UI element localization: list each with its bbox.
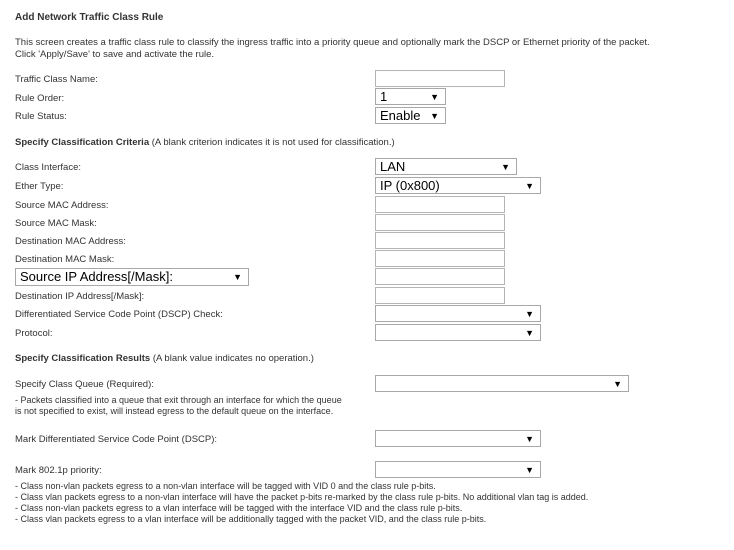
rule-order-label: Rule Order:: [15, 93, 65, 104]
source-mac-input[interactable]: [375, 196, 505, 213]
dropdown-arrow-icon: ▼: [613, 379, 622, 389]
intro-text-line2: Click 'Apply/Save' to save and activate the rule.: [15, 49, 215, 60]
destination-mac-input[interactable]: [375, 232, 505, 249]
mark-dscp-select[interactable]: [375, 430, 541, 447]
criteria-heading-row: [15, 137, 395, 148]
dropdown-arrow-icon: ▼: [525, 309, 534, 319]
source-mac-mask-input[interactable]: [375, 214, 505, 231]
destination-mac-mask-label: Destination MAC Mask:: [15, 254, 115, 265]
class-queue-note-line2: is not specified to exist, will instead egress to the default queue on the interface.: [15, 406, 334, 416]
dscp-check-select[interactable]: [375, 305, 541, 322]
destination-ip-input[interactable]: [375, 287, 505, 304]
destination-ip-label: Destination IP Address[/Mask]:: [15, 291, 145, 302]
class-queue-select[interactable]: [375, 375, 629, 392]
ether-type-value: IP (0x800): [380, 178, 440, 193]
mark-8021p-select[interactable]: [375, 461, 541, 478]
dropdown-arrow-icon: ▼: [430, 111, 439, 121]
class-interface-value: LAN: [380, 159, 406, 174]
p-bits-note-2: - Class vlan packets egress to a non-vlan interface will have the packet p-bits re-marked by the class rule p-bits. No additional vlan tag is added.: [15, 492, 589, 502]
source-mac-label: Source MAC Address:: [15, 200, 109, 211]
class-queue-note-line1: - Packets classified into a queue that exit through an interface for which the queue: [15, 395, 342, 405]
dropdown-arrow-icon: ▼: [501, 162, 510, 172]
p-bits-note-4: - Class vlan packets egress to a vlan interface will be additionally tagged with the packet VID, and the class rule p-bits.: [15, 514, 487, 524]
criteria-heading: Specify Classification Criteria: [15, 137, 150, 148]
rule-status-select[interactable]: [375, 107, 446, 124]
rule-status-label: Rule Status:: [15, 111, 67, 122]
source-ip-input[interactable]: [375, 268, 505, 285]
p-bits-note-1: - Class non-vlan packets egress to a non-vlan interface will be tagged with VID 0 and the class rule p-bits.: [15, 481, 436, 491]
source-ip-type-value: Source IP Address[/Mask]:: [20, 269, 173, 284]
dropdown-arrow-icon: ▼: [525, 328, 534, 338]
source-ip-type-select[interactable]: [15, 268, 249, 286]
results-heading-row: [15, 353, 314, 364]
ether-type-select[interactable]: [375, 177, 541, 194]
dropdown-arrow-icon: ▼: [525, 465, 534, 475]
destination-mac-mask-input[interactable]: [375, 250, 505, 267]
protocol-label: Protocol:: [15, 328, 53, 339]
class-interface-label: Class Interface:: [15, 162, 81, 173]
class-interface-select[interactable]: [375, 158, 517, 175]
p-bits-note-3: - Class non-vlan packets egress to a vlan interface will be tagged with the interface VID and the class rule p-bits.: [15, 503, 463, 513]
dscp-check-label: Differentiated Service Code Point (DSCP) Check:: [15, 309, 223, 320]
source-mac-mask-label: Source MAC Mask:: [15, 218, 97, 229]
page-title: Add Network Traffic Class Rule: [15, 12, 164, 23]
protocol-select[interactable]: [375, 324, 541, 341]
mark-8021p-label: Mark 802.1p priority:: [15, 465, 102, 476]
results-heading-note: (A blank value indicates no operation.): [152, 353, 314, 364]
rule-order-select[interactable]: [375, 88, 446, 105]
traffic-class-name-input[interactable]: [375, 70, 505, 87]
results-heading: Specify Classification Results: [15, 353, 151, 364]
rule-order-value: 1: [380, 89, 388, 104]
traffic-class-name-label: Traffic Class Name:: [15, 74, 98, 85]
destination-mac-label: Destination MAC Address:: [15, 236, 126, 247]
criteria-heading-note: (A blank criterion indicates it is not used for classification.): [151, 137, 395, 148]
dropdown-arrow-icon: ▼: [525, 181, 534, 191]
ether-type-label: Ether Type:: [15, 181, 64, 192]
dropdown-arrow-icon: ▼: [233, 272, 242, 282]
rule-status-value: Enable: [380, 108, 421, 123]
dropdown-arrow-icon: ▼: [525, 434, 534, 444]
dropdown-arrow-icon: ▼: [430, 92, 439, 102]
intro-text-line1: This screen creates a traffic class rule to classify the ingress traffic into a priority queue and optionally mark the DSCP or Ethernet priority of the packet.: [15, 37, 650, 48]
mark-dscp-label: Mark Differentiated Service Code Point (DSCP):: [15, 434, 218, 445]
class-queue-label: Specify Class Queue (Required):: [15, 379, 154, 390]
